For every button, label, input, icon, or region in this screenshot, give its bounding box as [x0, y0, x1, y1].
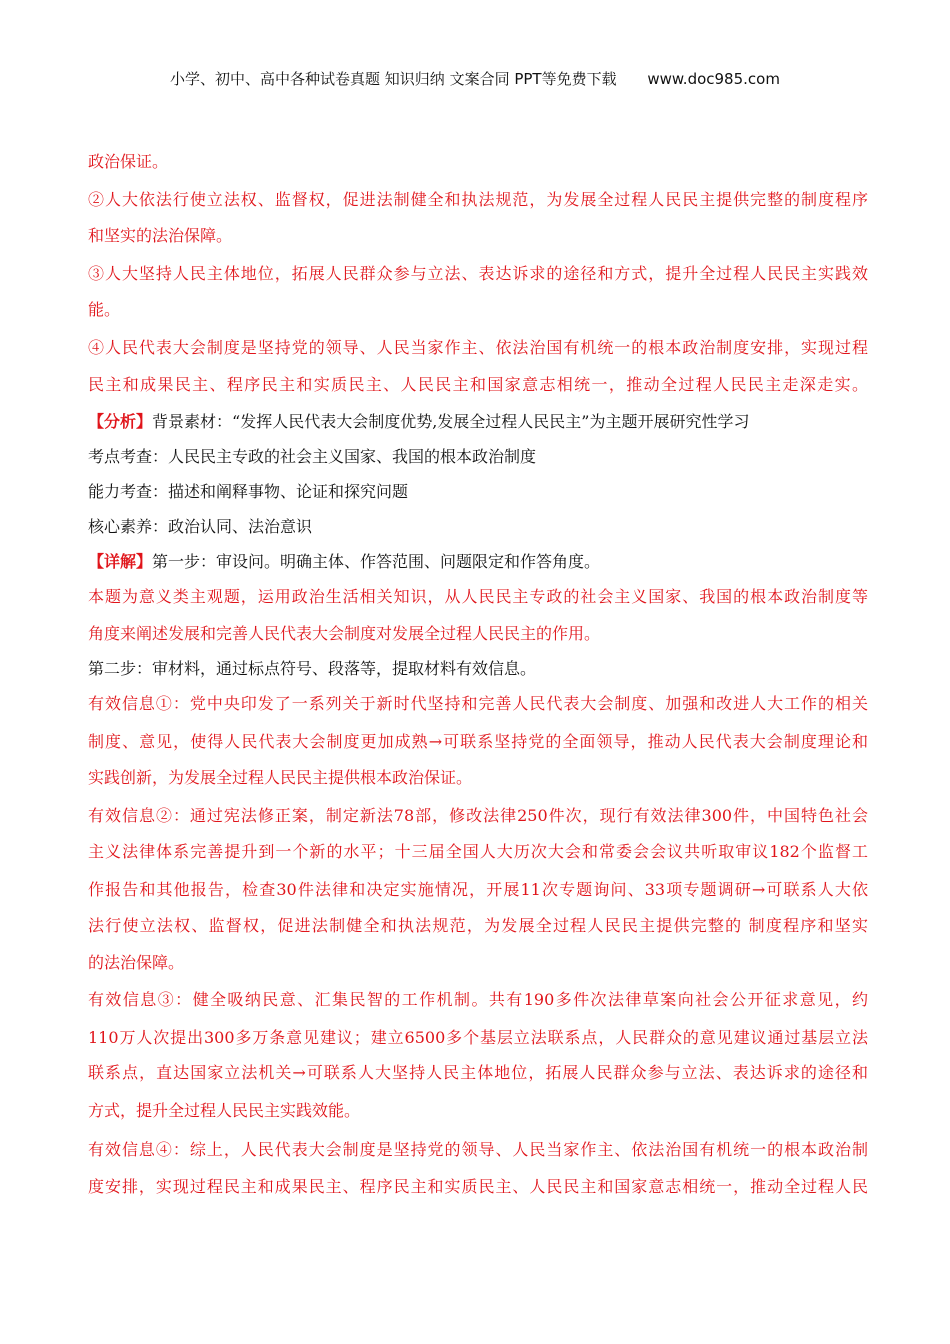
line-text: 主义法律体系完善提升到一个新的水平；十三届全国人大历次大会和常委会会议共听取审议182个监督工 [88, 842, 868, 861]
text-line [88, 1177, 868, 1197]
line-text: 联系点，直达国家立法机关→可联系人大坚持人民主体地位，拓展人民群众参与立法、表达诉求的途径和 [88, 1063, 868, 1082]
text-line [88, 152, 868, 172]
page-header [0, 68, 950, 89]
text-line [88, 694, 868, 714]
line-text: 民主和成果民主、程序民主和实质民主、人民民主和国家意志相统一，推动全过程人民民主走深走实。 [88, 375, 868, 394]
line-text: 度安排，实现过程民主和成果民主、程序民主和实质民主、人民民主和国家意志相统一，推动全过程人民 [88, 1177, 868, 1196]
line-text: 本题为意义类主观题，运用政治生活相关知识，从人民民主专政的社会主义国家、我国的根本政治制度等 [88, 587, 868, 606]
line-text: 110万人次提出300多万条意见建议；建立6500多个基层立法联系点，人民群众的意见建议通过基层立法 [88, 1028, 868, 1047]
text-line [88, 953, 868, 973]
line-text: 和坚实的法治保障。 [88, 226, 233, 245]
line-text: ④人民代表大会制度是坚持党的领导、人民当家作主、依法治国有机统一的根本政治制度安排，实现过程 [88, 338, 868, 357]
text-line [88, 300, 868, 320]
text-line [88, 517, 868, 537]
line-text: 作报告和其他报告，检查30件法律和决定实施情况，开展11次专题询问、33项专题调研→可联系人大依 [88, 880, 868, 899]
text-line [88, 624, 868, 644]
text-line [88, 264, 868, 284]
text-line [88, 190, 868, 210]
header-site-link[interactable]: www.doc985.com [647, 70, 780, 88]
text-line [88, 1101, 868, 1121]
text-line [88, 990, 868, 1010]
text-line [88, 1140, 868, 1160]
text-line [88, 338, 868, 358]
text-line [88, 375, 868, 395]
text-line [88, 806, 868, 826]
text-line [88, 226, 868, 246]
line-text: 有效信息①：党中央印发了一系列关于新时代坚持和完善人民代表大会制度、加强和改进人大工作的相关 [88, 694, 868, 713]
text-line [88, 587, 868, 607]
line-text: 能力考查：描述和阐释事物、论证和探究问题 [88, 482, 409, 501]
text-line [88, 880, 868, 900]
text-line [88, 659, 868, 679]
text-line [88, 732, 868, 752]
header-text: 小学、初中、高中各种试卷真题 知识归纳 文案合同 PPT等免费下载 [170, 70, 617, 88]
section-tag: 【分析】 [88, 412, 153, 431]
text-line [88, 768, 868, 788]
line-text: 能。 [88, 300, 121, 319]
line-text: 方式，提升全过程人民民主实践效能。 [88, 1101, 361, 1120]
section-tag: 【详解】 [88, 552, 153, 571]
line-text: 政治保证。 [88, 152, 169, 171]
text-line [88, 412, 868, 432]
text-line [88, 1028, 868, 1048]
line-text: 法行使立法权、监督权，促进法制健全和执法规范，为发展全过程人民民主提供完整的 制度程序和坚实 [88, 916, 868, 935]
text-line [88, 842, 868, 862]
line-text: 核心素养：政治认同、法治意识 [88, 517, 313, 536]
line-text: 有效信息④：综上，人民代表大会制度是坚持党的领导、人民当家作主、依法治国有机统一的根本政治制 [88, 1140, 868, 1159]
text-line [88, 916, 868, 936]
line-text: 第一步：审设问。明确主体、作答范围、问题限定和作答角度。 [152, 552, 601, 571]
line-text: 角度来阐述发展和完善人民代表大会制度对发展全过程人民民主的作用。 [88, 624, 601, 643]
text-line [88, 482, 868, 502]
line-text: ③人大坚持人民主体地位，拓展人民群众参与立法、表达诉求的途径和方式，提升全过程人民民主实践效 [88, 264, 868, 283]
line-text: 有效信息③：健全吸纳民意、汇集民智的工作机制。共有190多件次法律草案向社会公开征求意见，约 [88, 990, 868, 1009]
line-text: ②人大依法行使立法权、监督权，促进法制健全和执法规范，为发展全过程人民民主提供完整的制度程序 [88, 190, 868, 209]
text-line [88, 447, 868, 467]
line-text: 考点考查：人民民主专政的社会主义国家、我国的根本政治制度 [88, 447, 537, 466]
text-line [88, 552, 868, 572]
line-text: 的法治保障。 [88, 953, 185, 972]
text-line [88, 1063, 868, 1083]
line-text: 第二步：审材料，通过标点符号、段落等，提取材料有效信息。 [88, 659, 537, 678]
line-text: 实践创新，为发展全过程人民民主提供根本政治保证。 [88, 768, 473, 787]
line-text: 背景素材：“发挥人民代表大会制度优势,发展全过程人民民主”为主题开展研究性学习 [152, 412, 750, 431]
line-text: 有效信息②：通过宪法修正案，制定新法78部，修改法律250件次，现行有效法律300件，中国特色社会 [88, 806, 868, 825]
line-text: 制度、意见，使得人民代表大会制度更加成熟→可联系坚持党的全面领导，推动人民代表大会制度理论和 [88, 732, 868, 751]
